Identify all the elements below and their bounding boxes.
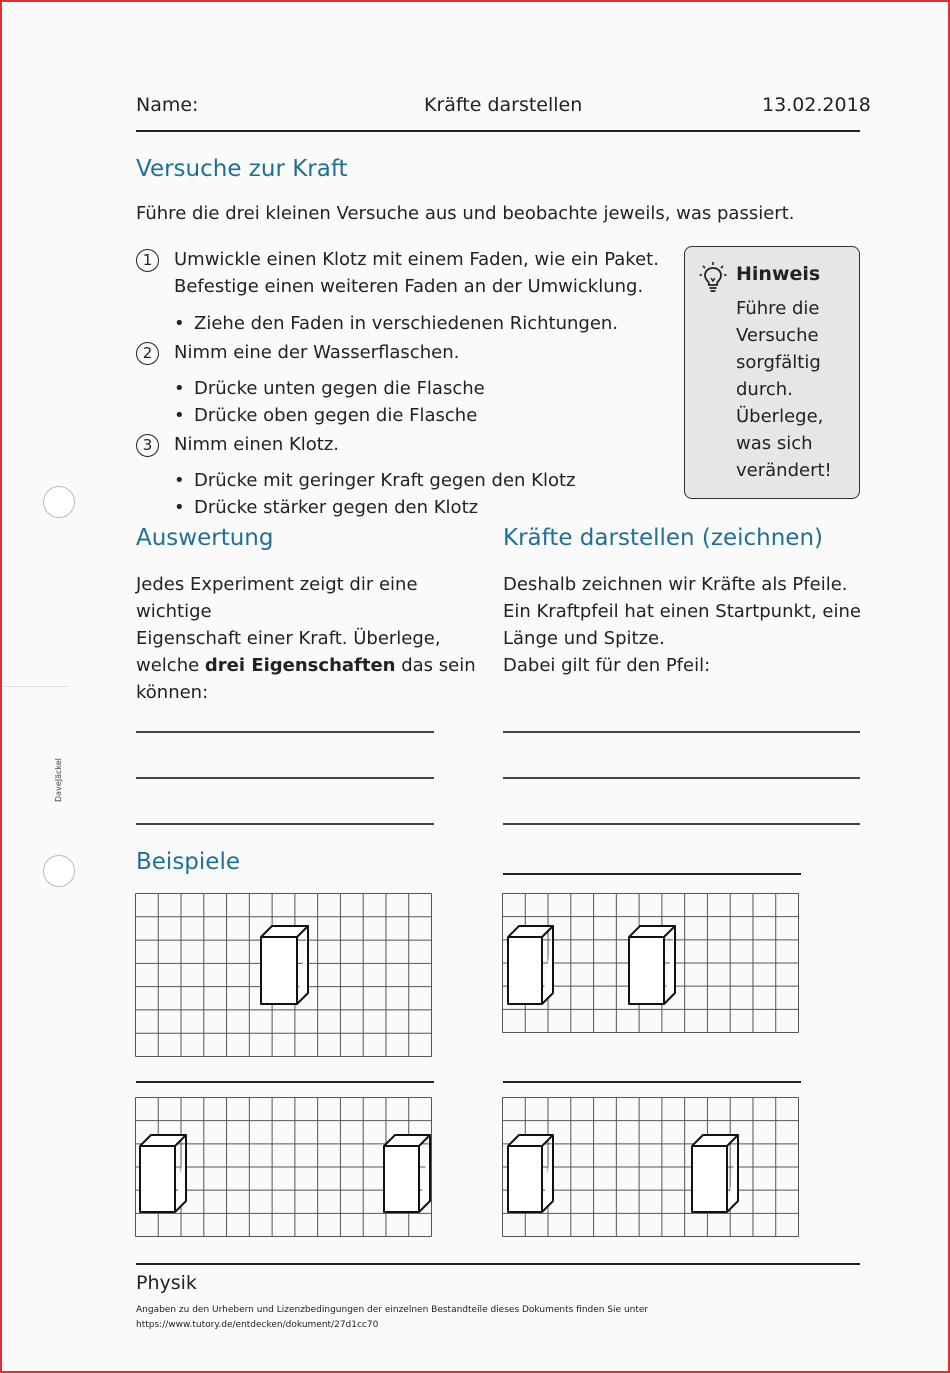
example-grid-1[interactable] [135,893,432,1057]
hint-line: sorgfältig [736,352,821,373]
example-grid-4[interactable] [502,1097,799,1237]
name-label: Name: [136,94,199,116]
answer-line-left[interactable] [136,731,434,733]
auswertung-line: Jedes Experiment zeigt dir eine wichtige [136,574,418,622]
example-grid-2[interactable] [502,893,799,1033]
example-title-line[interactable] [503,1081,801,1083]
kraefte-line: Ein Kraftpfeil hat einen Startpunkt, eine [503,601,861,622]
example-title-line[interactable] [503,873,801,875]
section-heading-kraefte: Kräfte darstellen (zeichnen) [503,525,824,551]
section-heading-auswertung: Auswertung [136,525,274,551]
answer-line-right[interactable] [503,823,860,825]
auswertung-text [136,571,496,706]
kraefte-text [503,571,863,679]
document-date: 13.02.2018 [762,94,871,116]
step-number-1: 1 [136,249,159,272]
hint-line: Überlege, [736,406,824,427]
auswertung-line-3-pre: welche [136,655,205,676]
example-grid-3[interactable] [135,1097,432,1237]
block-shape [508,926,553,1004]
block-shape [261,926,308,1004]
answer-line-left[interactable] [136,777,434,779]
step-3-bullet-2: • Drücke stärker gegen den Klotz [194,494,478,521]
step-3-bullet-1: • Drücke mit geringer Kraft gegen den Klotz [194,467,576,494]
block-shape [508,1135,553,1212]
lightbulb-icon [699,261,727,293]
header-divider [136,130,860,132]
punch-hole [43,486,75,518]
hint-title: Hinweis [736,263,821,285]
section-heading-versuche: Versuche zur Kraft [136,156,348,182]
author-credit: DaveJäckel [54,758,63,802]
step-2-bullet-2: • Drücke oben gegen die Flasche [194,402,477,429]
hint-line: durch. [736,379,793,400]
hint-line: Führe die [736,298,820,319]
step-number-2: 2 [136,342,159,365]
hint-box [684,246,860,499]
block-shape [629,926,675,1004]
footer-credit-line-1: Angaben zu den Urhebern und Lizenzbedingungen der einzelnen Bestandteile dieses Dokuments finden Sie unter [136,1305,649,1315]
block-shape [384,1135,430,1212]
auswertung-line: können: [136,682,209,703]
step-number-3: 3 [136,434,159,457]
step-1-bullet-1: • Ziehe den Faden in verschiedenen Richtungen. [194,310,618,337]
answer-line-right[interactable] [503,731,860,733]
intro-text: Führe die drei kleinen Versuche aus und beobachte jeweils, was passiert. [136,203,795,224]
grid-lines [503,1098,799,1237]
document-title: Kräfte darstellen [424,94,583,116]
footer-credit-url[interactable]: https://www.tutory.de/entdecken/dokument/27d1cc70 [136,1320,379,1330]
kraefte-line: Dabei gilt für den Pfeil: [503,655,711,676]
step-1-line-1: Umwickle einen Klotz mit einem Faden, wie ein Paket. [174,249,659,270]
auswertung-line [136,652,496,679]
example-title-line[interactable] [136,1081,434,1083]
kraefte-line: Länge und Spitze. [503,628,665,649]
footer-divider [136,1263,860,1265]
auswertung-line: Eigenschaft einer Kraft. Überlege, [136,628,441,649]
answer-line-right[interactable] [503,777,860,779]
section-heading-beispiele: Beispiele [136,849,240,875]
auswertung-line-3-post: das sein [395,655,476,676]
hint-text [736,295,854,484]
step-2-bullet-1: • Drücke unten gegen die Flasche [194,375,485,402]
answer-line-left[interactable] [136,823,434,825]
hint-line: verändert! [736,460,832,481]
footer-subject: Physik [136,1272,197,1294]
auswertung-bold-phrase: drei Eigenschaften [204,655,396,676]
hint-line: was sich [736,433,813,454]
block-shape [140,1135,186,1212]
step-3-line-1: Nimm einen Klotz. [174,434,339,455]
step-2-line-1: Nimm eine der Wasserflaschen. [174,342,460,363]
hint-line: Versuche [736,325,819,346]
block-shape [692,1135,738,1212]
kraefte-line: Deshalb zeichnen wir Kräfte als Pfeile. [503,574,848,595]
step-1-line-2: Befestige einen weiteren Faden an der Umwicklung. [174,276,644,297]
punch-hole [43,855,75,887]
fold-mark [4,686,68,687]
